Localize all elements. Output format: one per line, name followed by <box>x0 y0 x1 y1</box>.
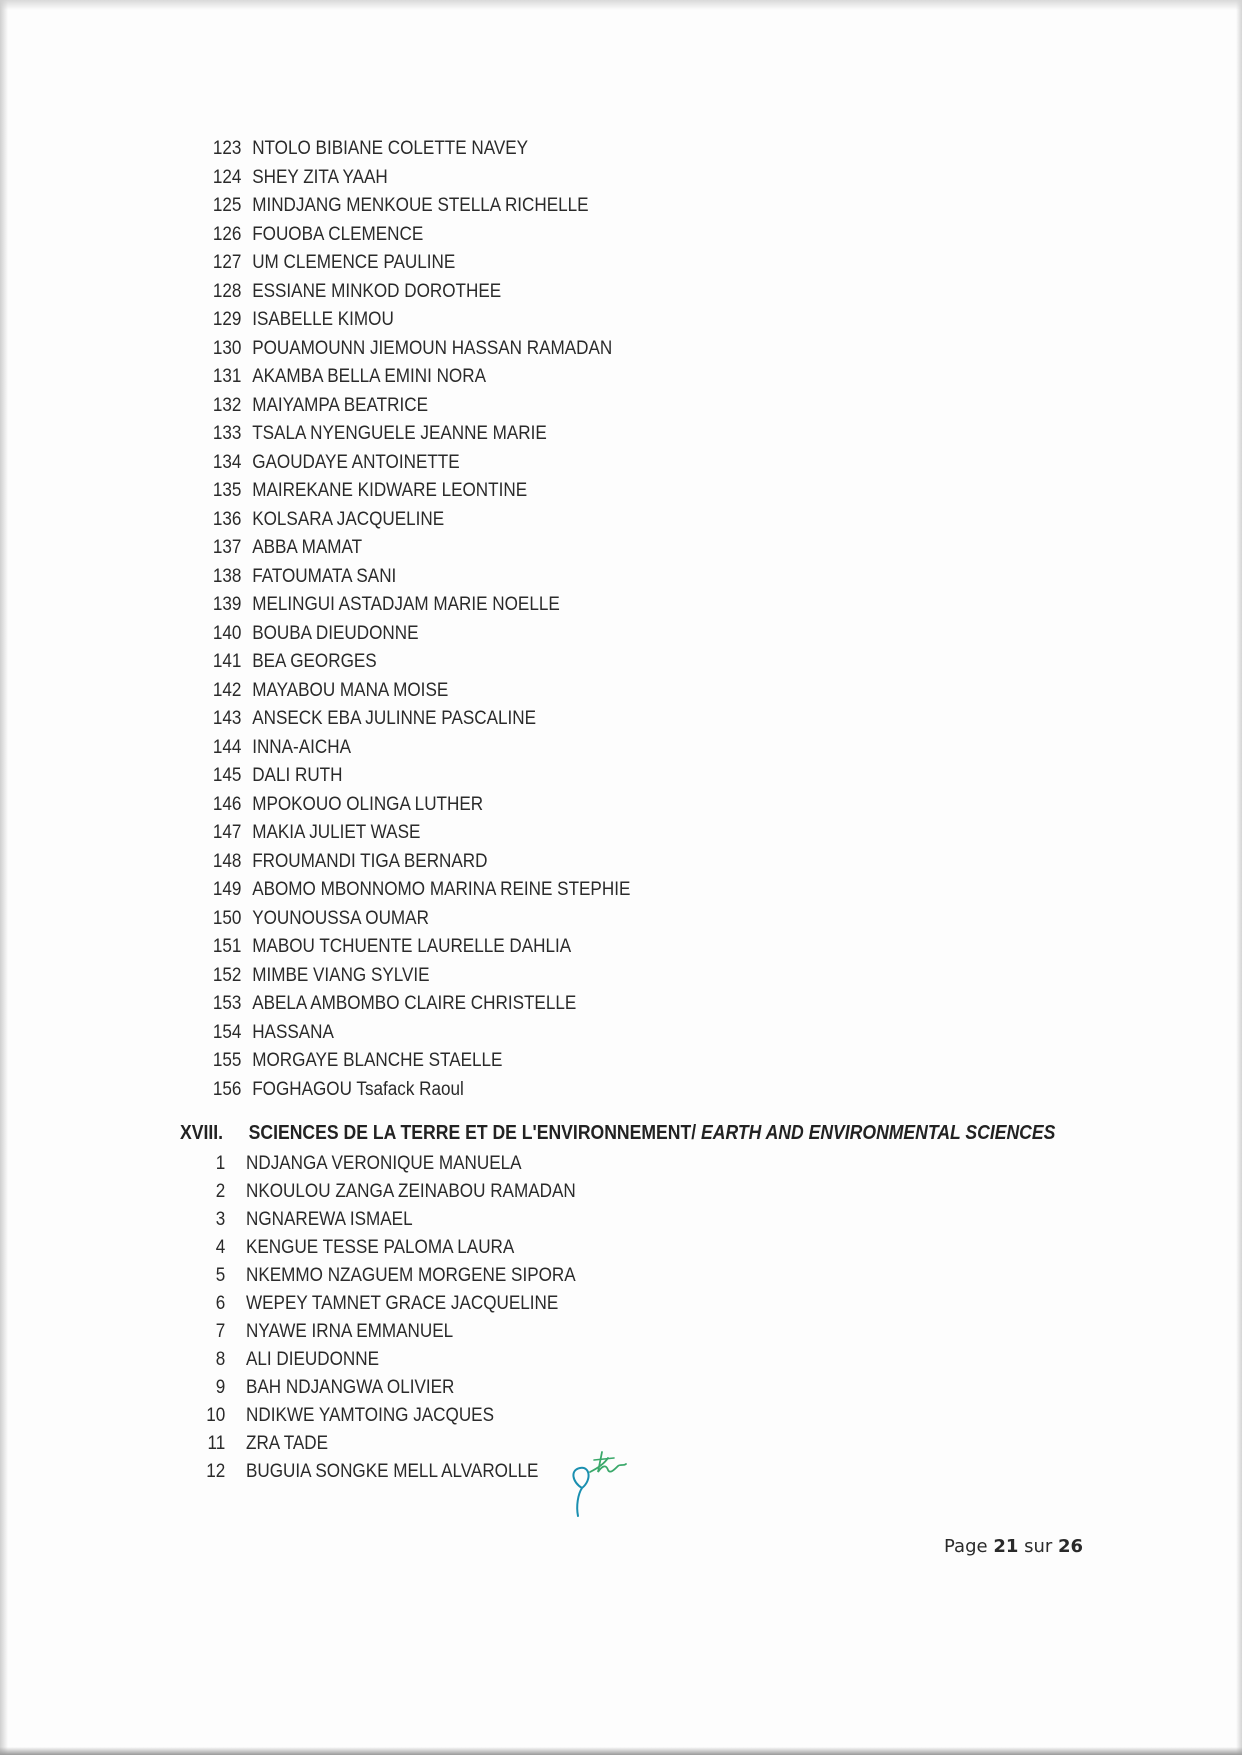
item-number: 141 <box>212 651 242 672</box>
list-item <box>200 135 630 164</box>
list-item <box>200 1047 630 1076</box>
item-name: GAOUDAYE ANTOINETTE <box>252 451 460 473</box>
item-number: 4 <box>215 1237 226 1258</box>
list-item <box>200 363 630 392</box>
item-number: 148 <box>212 850 242 872</box>
section-title-fr: SCIENCES DE LA TERRE ET DE L'ENVIRONNEMENT/ <box>248 1122 697 1144</box>
item-number: 8 <box>215 1349 226 1370</box>
item-number: 150 <box>212 907 242 929</box>
list-item <box>200 420 630 449</box>
item-name: ABELA AMBOMBO CLAIRE CHRISTELLE <box>252 993 577 1014</box>
list-item <box>200 734 630 763</box>
item-number: 5 <box>215 1265 226 1286</box>
item-name: MAKIA JULIET WASE <box>252 822 421 843</box>
item-number: 128 <box>212 280 242 302</box>
list-item <box>200 506 630 535</box>
scan-edge-bottom <box>0 1747 1242 1755</box>
item-name: TSALA NYENGUELE JEANNE MARIE <box>252 423 547 444</box>
item-name: FOGHAGOU Tsafack Raoul <box>252 1078 464 1100</box>
item-name: POUAMOUNN JIEMOUN HASSAN RAMADAN <box>252 337 613 359</box>
item-name: BOUBA DIEUDONNE <box>252 622 419 644</box>
item-number: 138 <box>212 565 242 587</box>
item-number: 126 <box>212 223 242 245</box>
list-item <box>192 1150 576 1178</box>
item-number: 153 <box>212 993 242 1014</box>
item-name: MAIYAMPA BEATRICE <box>252 394 428 416</box>
item-name: MORGAYE BLANCHE STAELLE <box>252 1050 503 1071</box>
list-item <box>200 990 630 1019</box>
item-name: FATOUMATA SANI <box>252 565 397 587</box>
list-item <box>200 705 630 734</box>
item-name: UM CLEMENCE PAULINE <box>252 252 456 273</box>
list-item <box>200 962 630 991</box>
item-name: ANSECK EBA JULINNE PASCALINE <box>252 708 537 729</box>
item-name: FROUMANDI TIGA BERNARD <box>252 850 488 872</box>
item-name: NGNAREWA ISMAEL <box>246 1209 413 1230</box>
item-number: 129 <box>212 309 242 330</box>
item-name: BEA GEORGES <box>252 651 377 672</box>
list-item <box>192 1234 576 1262</box>
item-name: HASSANA <box>252 1021 334 1043</box>
item-name: INNA-AICHA <box>252 736 352 758</box>
item-name: NDJANGA VERONIQUE MANUELA <box>246 1153 522 1174</box>
list-item <box>200 933 630 962</box>
item-name: NYAWE IRNA EMMANUEL <box>246 1321 454 1342</box>
item-number: 6 <box>215 1293 226 1314</box>
item-name: MABOU TCHUENTE LAURELLE DAHLIA <box>252 936 572 957</box>
list-item <box>200 477 630 506</box>
list-item <box>200 620 630 649</box>
section-heading <box>180 1122 1078 1145</box>
item-number: 154 <box>212 1021 242 1043</box>
item-number: 127 <box>212 252 242 273</box>
item-name: FOUOBA CLEMENCE <box>252 223 424 245</box>
page-current: 21 <box>993 1536 1019 1557</box>
list-item <box>200 1019 630 1048</box>
item-number: 142 <box>212 679 242 701</box>
item-number: 146 <box>212 793 242 815</box>
list-item <box>200 791 630 820</box>
list-item <box>200 1076 630 1105</box>
handwritten-initials-icon <box>568 1448 632 1518</box>
item-name: NDIKWE YAMTOING JACQUES <box>246 1405 494 1426</box>
scan-edge-left <box>0 0 8 1755</box>
list-item <box>200 278 630 307</box>
list-item <box>200 876 630 905</box>
list-item <box>192 1374 576 1402</box>
item-number: 136 <box>212 508 242 530</box>
item-name: WEPEY TAMNET GRACE JACQUELINE <box>246 1293 559 1314</box>
item-number: 123 <box>212 138 242 159</box>
item-number: 130 <box>212 337 242 359</box>
section-number: XVIII. <box>180 1122 224 1144</box>
item-number: 147 <box>212 822 242 843</box>
item-number: 3 <box>215 1209 226 1230</box>
item-number: 155 <box>212 1050 242 1071</box>
item-number: 135 <box>212 480 242 501</box>
page-label: Page <box>944 1536 988 1557</box>
item-number: 11 <box>207 1433 226 1454</box>
item-number: 7 <box>215 1321 226 1342</box>
list-item <box>200 249 630 278</box>
name-list-continued <box>200 135 678 1104</box>
item-name: NKEMMO NZAGUEM MORGENE SIPORA <box>246 1265 576 1286</box>
list-item <box>200 762 630 791</box>
item-number: 151 <box>212 936 242 957</box>
list-item <box>192 1318 576 1346</box>
item-name: ABOMO MBONNOMO MARINA REINE STEPHIE <box>252 879 631 900</box>
list-item <box>200 306 630 335</box>
list-item <box>192 1290 576 1318</box>
list-item <box>192 1346 576 1374</box>
item-name: NKOULOU ZANGA ZEINABOU RAMADAN <box>246 1181 576 1202</box>
page-number-footer <box>944 1536 1083 1557</box>
list-item <box>192 1262 576 1290</box>
list-item <box>192 1206 576 1234</box>
item-number: 143 <box>212 708 242 729</box>
list-item <box>192 1430 576 1458</box>
item-name: BAH NDJANGWA OLIVIER <box>246 1377 455 1398</box>
section-title-en: EARTH AND ENVIRONMENTAL SCIENCES <box>701 1122 1056 1144</box>
item-number: 134 <box>212 451 242 473</box>
name-list-earth-sciences <box>192 1150 618 1486</box>
item-number: 1 <box>215 1153 226 1174</box>
page-total: 26 <box>1058 1536 1084 1557</box>
item-name: MAYABOU MANA MOISE <box>252 679 449 701</box>
list-item <box>200 449 630 478</box>
list-item <box>200 848 630 877</box>
item-name: MELINGUI ASTADJAM MARIE NOELLE <box>252 594 560 615</box>
item-number: 133 <box>212 423 242 444</box>
item-number: 152 <box>212 964 242 986</box>
item-name: MAIREKANE KIDWARE LEONTINE <box>252 480 528 501</box>
list-item <box>200 819 630 848</box>
item-number: 149 <box>212 879 242 900</box>
item-name: AKAMBA BELLA EMINI NORA <box>252 366 486 387</box>
item-number: 9 <box>215 1377 226 1398</box>
item-number: 145 <box>212 765 242 786</box>
item-number: 140 <box>212 622 242 644</box>
list-item <box>192 1402 576 1430</box>
item-name: NTOLO BIBIANE COLETTE NAVEY <box>252 138 529 159</box>
item-number: 144 <box>212 736 242 758</box>
item-name: KENGUE TESSE PALOMA LAURA <box>246 1237 515 1258</box>
item-name: DALI RUTH <box>252 765 343 786</box>
list-item <box>200 392 630 421</box>
item-name: MIMBE VIANG SYLVIE <box>252 964 430 986</box>
list-item <box>200 591 630 620</box>
item-name: KOLSARA JACQUELINE <box>252 508 445 530</box>
list-item <box>200 335 630 364</box>
list-item <box>192 1458 576 1486</box>
item-name: MINDJANG MENKOUE STELLA RICHELLE <box>252 195 589 216</box>
list-item <box>200 563 630 592</box>
list-item <box>200 221 630 250</box>
item-number: 139 <box>212 594 242 615</box>
list-item <box>200 677 630 706</box>
item-name: ESSIANE MINKOD DOROTHEE <box>252 280 502 302</box>
list-item <box>200 192 630 221</box>
item-number: 10 <box>206 1405 226 1426</box>
list-item <box>200 534 630 563</box>
item-name: MPOKOUO OLINGA LUTHER <box>252 793 484 815</box>
item-name: BUGUIA SONGKE MELL ALVAROLLE <box>246 1461 539 1482</box>
item-number: 156 <box>212 1078 242 1100</box>
item-number: 125 <box>212 195 242 216</box>
item-name: ALI DIEUDONNE <box>246 1349 380 1370</box>
page-sur: sur <box>1024 1536 1053 1557</box>
item-name: ISABELLE KIMOU <box>252 309 394 330</box>
item-name: ABBA MAMAT <box>252 537 363 558</box>
item-number: 12 <box>206 1461 226 1482</box>
list-item <box>200 164 630 193</box>
scan-edge-right <box>1236 0 1242 1755</box>
item-name: ZRA TADE <box>246 1433 329 1454</box>
list-item <box>200 648 630 677</box>
list-item <box>192 1178 576 1206</box>
scan-edge-top <box>0 0 1242 10</box>
list-item <box>200 905 630 934</box>
item-number: 132 <box>212 394 242 416</box>
item-name: SHEY ZITA YAAH <box>252 166 388 188</box>
item-number: 124 <box>212 166 242 188</box>
item-number: 137 <box>212 537 242 558</box>
item-number: 131 <box>212 366 242 387</box>
item-number: 2 <box>215 1181 226 1202</box>
item-name: YOUNOUSSA OUMAR <box>252 907 429 929</box>
